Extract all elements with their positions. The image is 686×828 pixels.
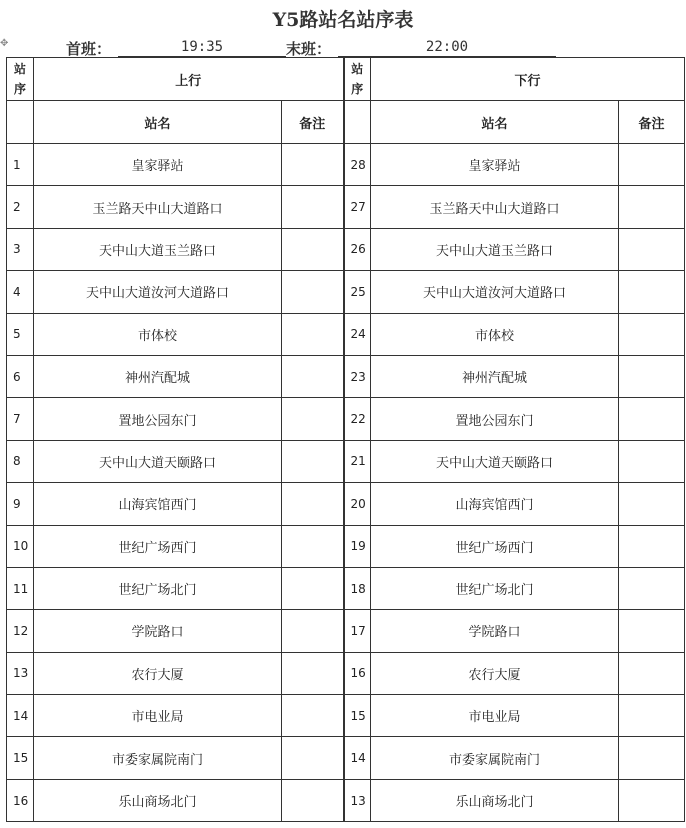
down-note-cell xyxy=(619,779,685,821)
up-station-header: 站名 xyxy=(34,101,282,144)
table-row xyxy=(7,610,685,652)
down-note-cell xyxy=(619,483,685,525)
up-seq-cell: 1 xyxy=(7,144,34,186)
up-station-cell: 山海宾馆西门 xyxy=(34,483,282,525)
table-row xyxy=(7,779,685,821)
down-seq-empty xyxy=(344,101,371,144)
up-seq-cell: 6 xyxy=(7,355,34,397)
down-note-cell xyxy=(619,271,685,313)
up-note-cell xyxy=(282,313,344,355)
up-seq-cell: 10 xyxy=(7,525,34,567)
table-row xyxy=(7,355,685,397)
up-seq-cell: 13 xyxy=(7,652,34,694)
up-seq-cell: 15 xyxy=(7,737,34,779)
table-row xyxy=(7,483,685,525)
up-note-cell xyxy=(282,737,344,779)
up-station-cell: 神州汽配城 xyxy=(34,355,282,397)
up-note-cell xyxy=(282,695,344,737)
up-seq-cell: 11 xyxy=(7,567,34,609)
up-station-cell: 皇家驿站 xyxy=(34,144,282,186)
up-station-cell: 世纪广场北门 xyxy=(34,567,282,609)
table-row xyxy=(7,695,685,737)
header-row-columns xyxy=(7,101,685,144)
table-row xyxy=(7,525,685,567)
last-bus-label: 末班： xyxy=(286,40,332,58)
table-row xyxy=(7,144,685,186)
down-station-cell: 玉兰路天中山大道路口 xyxy=(371,186,619,228)
up-note-cell xyxy=(282,652,344,694)
table-row xyxy=(7,271,685,313)
down-seq-cell: 27 xyxy=(344,186,371,228)
up-station-cell: 市电业局 xyxy=(34,695,282,737)
down-seq-cell: 22 xyxy=(344,398,371,440)
table-row xyxy=(7,652,685,694)
down-note-cell xyxy=(619,228,685,270)
down-seq-cell: 13 xyxy=(344,779,371,821)
up-station-cell: 世纪广场西门 xyxy=(34,525,282,567)
down-station-header: 站名 xyxy=(371,101,619,144)
down-seq-cell: 17 xyxy=(344,610,371,652)
down-seq-cell: 21 xyxy=(344,440,371,482)
down-seq-cell: 15 xyxy=(344,695,371,737)
down-seq-cell: 23 xyxy=(344,355,371,397)
down-direction-header: 下行 xyxy=(371,58,685,101)
down-seq-cell: 18 xyxy=(344,567,371,609)
down-note-cell xyxy=(619,695,685,737)
table-row xyxy=(7,737,685,779)
down-seq-cell: 26 xyxy=(344,228,371,270)
up-seq-cell: 4 xyxy=(7,271,34,313)
down-station-cell: 乐山商场北门 xyxy=(371,779,619,821)
down-seq-cell: 14 xyxy=(344,737,371,779)
down-station-cell: 市电业局 xyxy=(371,695,619,737)
up-note-cell xyxy=(282,355,344,397)
down-station-cell: 皇家驿站 xyxy=(371,144,619,186)
schedule-times xyxy=(0,38,686,58)
up-note-cell xyxy=(282,398,344,440)
up-note-cell xyxy=(282,186,344,228)
up-station-cell: 天中山大道天颐路口 xyxy=(34,440,282,482)
down-note-cell xyxy=(619,144,685,186)
table-row xyxy=(7,313,685,355)
table-row xyxy=(7,228,685,270)
page-title: Y5路站名站序表 xyxy=(272,9,414,31)
down-station-cell: 神州汽配城 xyxy=(371,355,619,397)
down-station-cell: 农行大厦 xyxy=(371,652,619,694)
up-seq-cell: 14 xyxy=(7,695,34,737)
up-seq-cell: 9 xyxy=(7,483,34,525)
first-bus-label: 首班： xyxy=(66,40,112,58)
header-row-direction xyxy=(7,58,685,101)
up-station-cell: 天中山大道汝河大道路口 xyxy=(34,271,282,313)
up-note-cell xyxy=(282,271,344,313)
down-seq-cell: 28 xyxy=(344,144,371,186)
up-station-cell: 天中山大道玉兰路口 xyxy=(34,228,282,270)
up-station-cell: 学院路口 xyxy=(34,610,282,652)
down-note-cell xyxy=(619,652,685,694)
down-seq-cell: 25 xyxy=(344,271,371,313)
up-note-cell xyxy=(282,144,344,186)
up-note-header: 备注 xyxy=(282,101,344,144)
up-seq-header: 站 序 xyxy=(7,58,34,101)
down-station-cell: 天中山大道玉兰路口 xyxy=(371,228,619,270)
down-seq-cell: 16 xyxy=(344,652,371,694)
down-note-cell xyxy=(619,355,685,397)
up-note-cell xyxy=(282,483,344,525)
down-station-cell: 置地公园东门 xyxy=(371,398,619,440)
station-table xyxy=(6,57,685,822)
table-row xyxy=(7,398,685,440)
down-note-cell xyxy=(619,398,685,440)
table-anchor-icon[interactable]: ✥ xyxy=(0,38,9,49)
up-seq-cell: 7 xyxy=(7,398,34,440)
down-note-header: 备注 xyxy=(619,101,685,144)
up-station-cell: 乐山商场北门 xyxy=(34,779,282,821)
up-seq-empty xyxy=(7,101,34,144)
down-note-cell xyxy=(619,440,685,482)
down-station-cell: 山海宾馆西门 xyxy=(371,483,619,525)
down-station-cell: 学院路口 xyxy=(371,610,619,652)
down-seq-cell: 19 xyxy=(344,525,371,567)
up-station-cell: 玉兰路天中山大道路口 xyxy=(34,186,282,228)
up-station-cell: 市委家属院南门 xyxy=(34,737,282,779)
up-note-cell xyxy=(282,610,344,652)
up-note-cell xyxy=(282,779,344,821)
up-seq-cell: 2 xyxy=(7,186,34,228)
down-station-cell: 天中山大道天颐路口 xyxy=(371,440,619,482)
up-station-cell: 置地公园东门 xyxy=(34,398,282,440)
up-seq-cell: 8 xyxy=(7,440,34,482)
up-seq-cell: 5 xyxy=(7,313,34,355)
down-station-cell: 市委家属院南门 xyxy=(371,737,619,779)
down-note-cell xyxy=(619,567,685,609)
down-note-cell xyxy=(619,525,685,567)
down-note-cell xyxy=(619,610,685,652)
down-note-cell xyxy=(619,313,685,355)
up-direction-header: 上行 xyxy=(34,58,344,101)
up-note-cell xyxy=(282,525,344,567)
table-row xyxy=(7,567,685,609)
up-note-cell xyxy=(282,228,344,270)
up-station-cell: 农行大厦 xyxy=(34,652,282,694)
up-seq-cell: 16 xyxy=(7,779,34,821)
up-seq-cell: 12 xyxy=(7,610,34,652)
up-note-cell xyxy=(282,440,344,482)
up-note-cell xyxy=(282,567,344,609)
down-station-cell: 世纪广场西门 xyxy=(371,525,619,567)
first-bus-time: 19:35 xyxy=(118,38,286,57)
up-station-cell: 市体校 xyxy=(34,313,282,355)
down-station-cell: 天中山大道汝河大道路口 xyxy=(371,271,619,313)
down-note-cell xyxy=(619,737,685,779)
down-seq-header: 站 序 xyxy=(344,58,371,101)
table-row xyxy=(7,440,685,482)
table-row xyxy=(7,186,685,228)
down-note-cell xyxy=(619,186,685,228)
down-station-cell: 世纪广场北门 xyxy=(371,567,619,609)
down-seq-cell: 24 xyxy=(344,313,371,355)
up-seq-cell: 3 xyxy=(7,228,34,270)
down-seq-cell: 20 xyxy=(344,483,371,525)
down-station-cell: 市体校 xyxy=(371,313,619,355)
last-bus-time: 22:00 xyxy=(338,38,556,57)
